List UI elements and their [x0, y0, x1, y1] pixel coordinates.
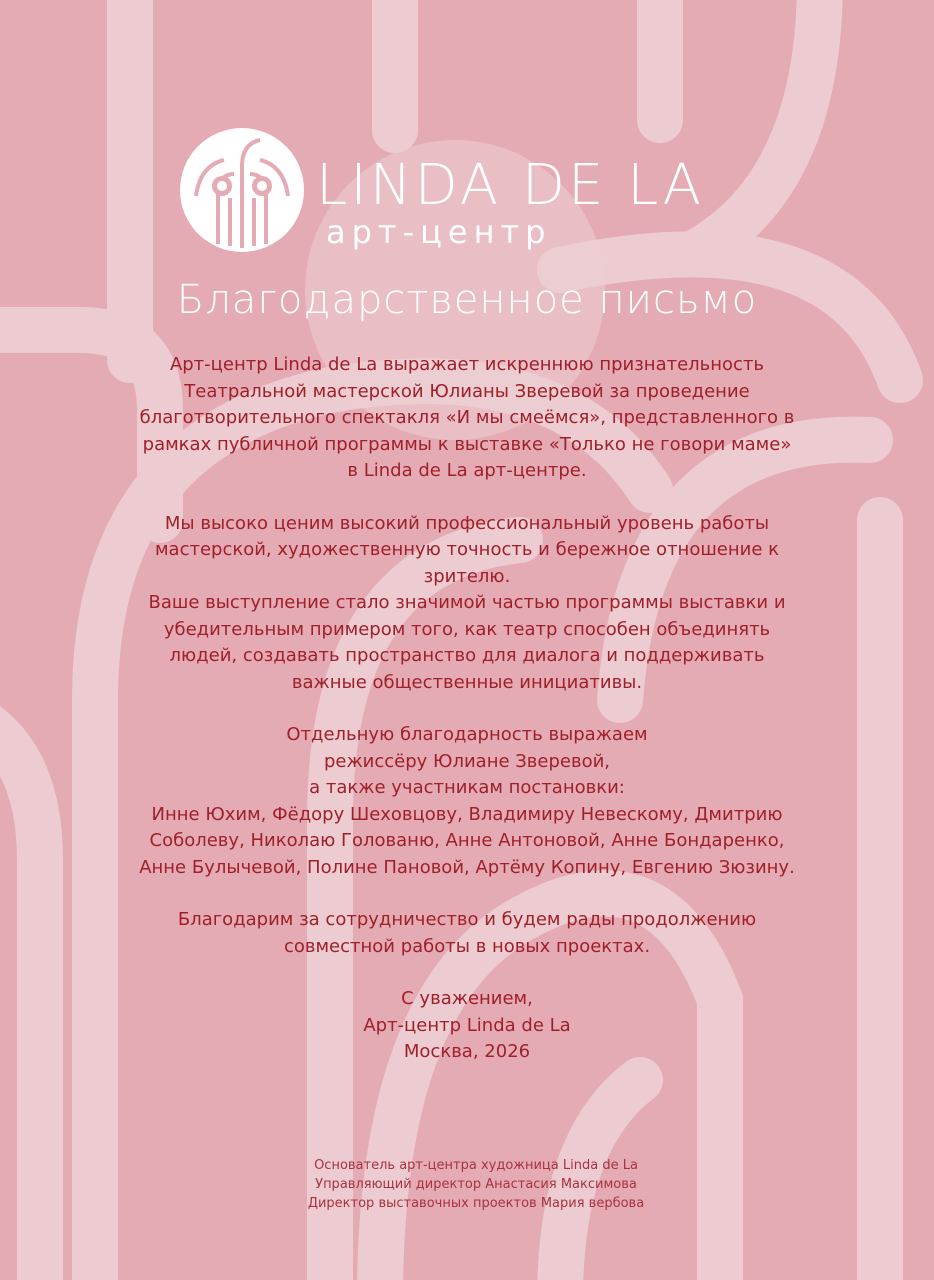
text-line: Анне Булычевой, Полине Пановой, Артёму Копину, Евгению Зюзину.: [139, 856, 795, 878]
text-line: Арт-центр Linda de La выражает искреннюю признательность: [169, 354, 765, 375]
text-line: в Linda de La арт-центре.: [347, 460, 587, 481]
text-line: убедительным примером того, как театр способен объединять: [163, 618, 771, 640]
signature-line: Москва, 2026: [403, 1041, 531, 1062]
spacer: [100, 960, 834, 986]
text-line: а также участникам постановки:: [309, 777, 625, 798]
text-line: Мы высоко ценим высокий профессиональный уровень работы: [164, 512, 770, 534]
spacer: [100, 696, 834, 722]
signature-line: Арт-центр Linda de La: [363, 1014, 571, 1036]
signature: [100, 986, 834, 1066]
paragraph-gratitude: [100, 352, 834, 485]
spacer: [100, 485, 834, 511]
text-line: Инне Юхим, Фёдору Шеховцову, Владимиру Невескому, Дмитрию: [151, 803, 783, 825]
heart-emblem-icon: [178, 126, 306, 254]
text-line: Отдельную благодарность выражаем: [286, 724, 648, 745]
text-line: Театральной мастерской Юлианы Зверевой за проведение: [184, 380, 750, 402]
text-line: Благодарим за сотрудничество и будем рады продолжению: [177, 909, 757, 930]
text-line: мастерской, художественную точность и бережное отношение к: [154, 539, 780, 560]
text-line: совместной работы в новых проектах.: [283, 935, 651, 957]
paragraph-closing: [100, 907, 834, 960]
text-line: Соболеву, Николаю Голованю, Анне Антоновой, Анне Бондаренко,: [149, 830, 785, 851]
footer-credits: [176, 1156, 776, 1213]
brand-name: LINDA DE LA: [316, 153, 704, 218]
text-line: рамках публичной программы к выставке «Только не говори маме»: [142, 433, 792, 455]
letter-title: Благодарственное письмо: [176, 277, 758, 323]
paragraph-appreciation: [100, 511, 834, 697]
letter-body: [100, 352, 834, 1066]
text-line: Ваше выступление стало значимой частью программы выставки и: [148, 592, 786, 613]
footer-line: Управляющий директор Анастасия Максимова: [315, 1177, 637, 1192]
text-line: благотворительного спектакля «И мы смеёмся», представленного в: [139, 407, 795, 428]
paragraph-participants: [100, 722, 834, 881]
text-line: важные общественные инициативы.: [291, 671, 643, 693]
footer-line: Директор выставочных проектов Мария вербова: [307, 1196, 645, 1211]
footer-line: Основатель арт-центра художница Linda de La: [314, 1158, 638, 1173]
text-line: людей, создавать пространство для диалога и поддерживать: [169, 645, 765, 666]
text-line: режиссёру Юлиане Зверевой,: [323, 750, 611, 772]
spacer: [100, 881, 834, 907]
brand-logo: [178, 126, 704, 254]
signature-line: С уважением,: [401, 988, 533, 1009]
brand-subtitle: арт-центр: [326, 213, 552, 251]
text-line: зрителю.: [423, 565, 511, 587]
